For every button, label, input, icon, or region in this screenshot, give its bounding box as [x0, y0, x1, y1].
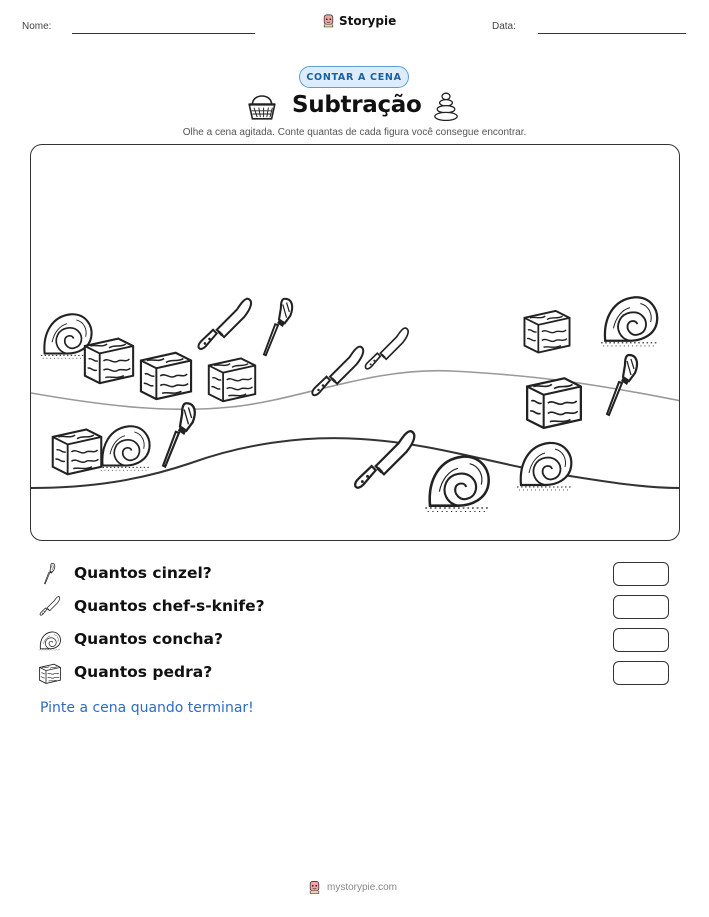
chef-knife-icon — [38, 595, 62, 619]
coloring-instruction: Pinte a cena quando terminar! — [40, 700, 254, 716]
answer-box-chisel[interactable] — [613, 562, 669, 586]
question-text: Quantos cinzel? — [74, 564, 212, 582]
snail-shell-2[interactable] — [99, 426, 151, 470]
name-label: Nome: — [22, 21, 52, 32]
scene-illustration — [31, 145, 680, 541]
chisel-3[interactable] — [607, 355, 637, 415]
basket-icon — [246, 90, 278, 122]
answer-box-stone[interactable] — [613, 661, 669, 685]
answer-box-shell[interactable] — [613, 628, 669, 652]
question-text: Quantos pedra? — [74, 663, 213, 681]
question-row-stone — [38, 659, 670, 687]
question-row-shell — [38, 626, 670, 654]
instructions: Olhe a cena agitada. Conte quantas de cada figura você consegue encontrar. — [182, 127, 527, 138]
chisel-1[interactable] — [264, 299, 292, 356]
chef-knife-3[interactable] — [365, 328, 408, 369]
stone-cube-4[interactable] — [53, 429, 102, 474]
question-row-chisel — [38, 560, 670, 588]
stone-icon — [38, 661, 62, 685]
snail-shell-3[interactable] — [601, 297, 659, 346]
chef-knife-1[interactable] — [198, 299, 251, 349]
stone-cube-6[interactable] — [527, 378, 581, 428]
shell-icon — [38, 628, 62, 652]
brand-name: Storypie — [339, 13, 397, 28]
stone-cube-5[interactable] — [524, 311, 569, 353]
stone-cube-2[interactable] — [141, 353, 191, 399]
snail-shell-4[interactable] — [425, 457, 490, 512]
question-text: Quantos chef-s-knife? — [74, 597, 265, 615]
title-row — [0, 90, 709, 126]
stone-cube-3[interactable] — [209, 358, 255, 401]
counting-scene — [30, 144, 680, 541]
site-footer — [308, 879, 397, 895]
chisel-icon — [38, 562, 62, 586]
storypie-logo-icon — [308, 879, 321, 895]
name-field[interactable] — [72, 33, 255, 34]
activity-badge: CONTAR A CENA — [299, 66, 409, 88]
site-url: mystorypie.com — [327, 881, 398, 893]
page-title: Subtração — [292, 92, 422, 118]
chisel-2[interactable] — [163, 403, 195, 466]
stone-cube-1[interactable] — [85, 339, 133, 384]
snail-shell-5[interactable] — [517, 443, 573, 490]
date-field[interactable] — [538, 33, 686, 34]
chef-knife-2[interactable] — [312, 347, 363, 396]
question-row-chef-knife — [38, 593, 670, 621]
question-text: Quantos concha? — [74, 630, 223, 648]
brand — [322, 13, 396, 28]
stacked-stones-icon — [430, 90, 462, 122]
storypie-logo-icon — [322, 13, 335, 28]
answer-box-chef-knife[interactable] — [613, 595, 669, 619]
date-label: Data: — [492, 21, 516, 32]
